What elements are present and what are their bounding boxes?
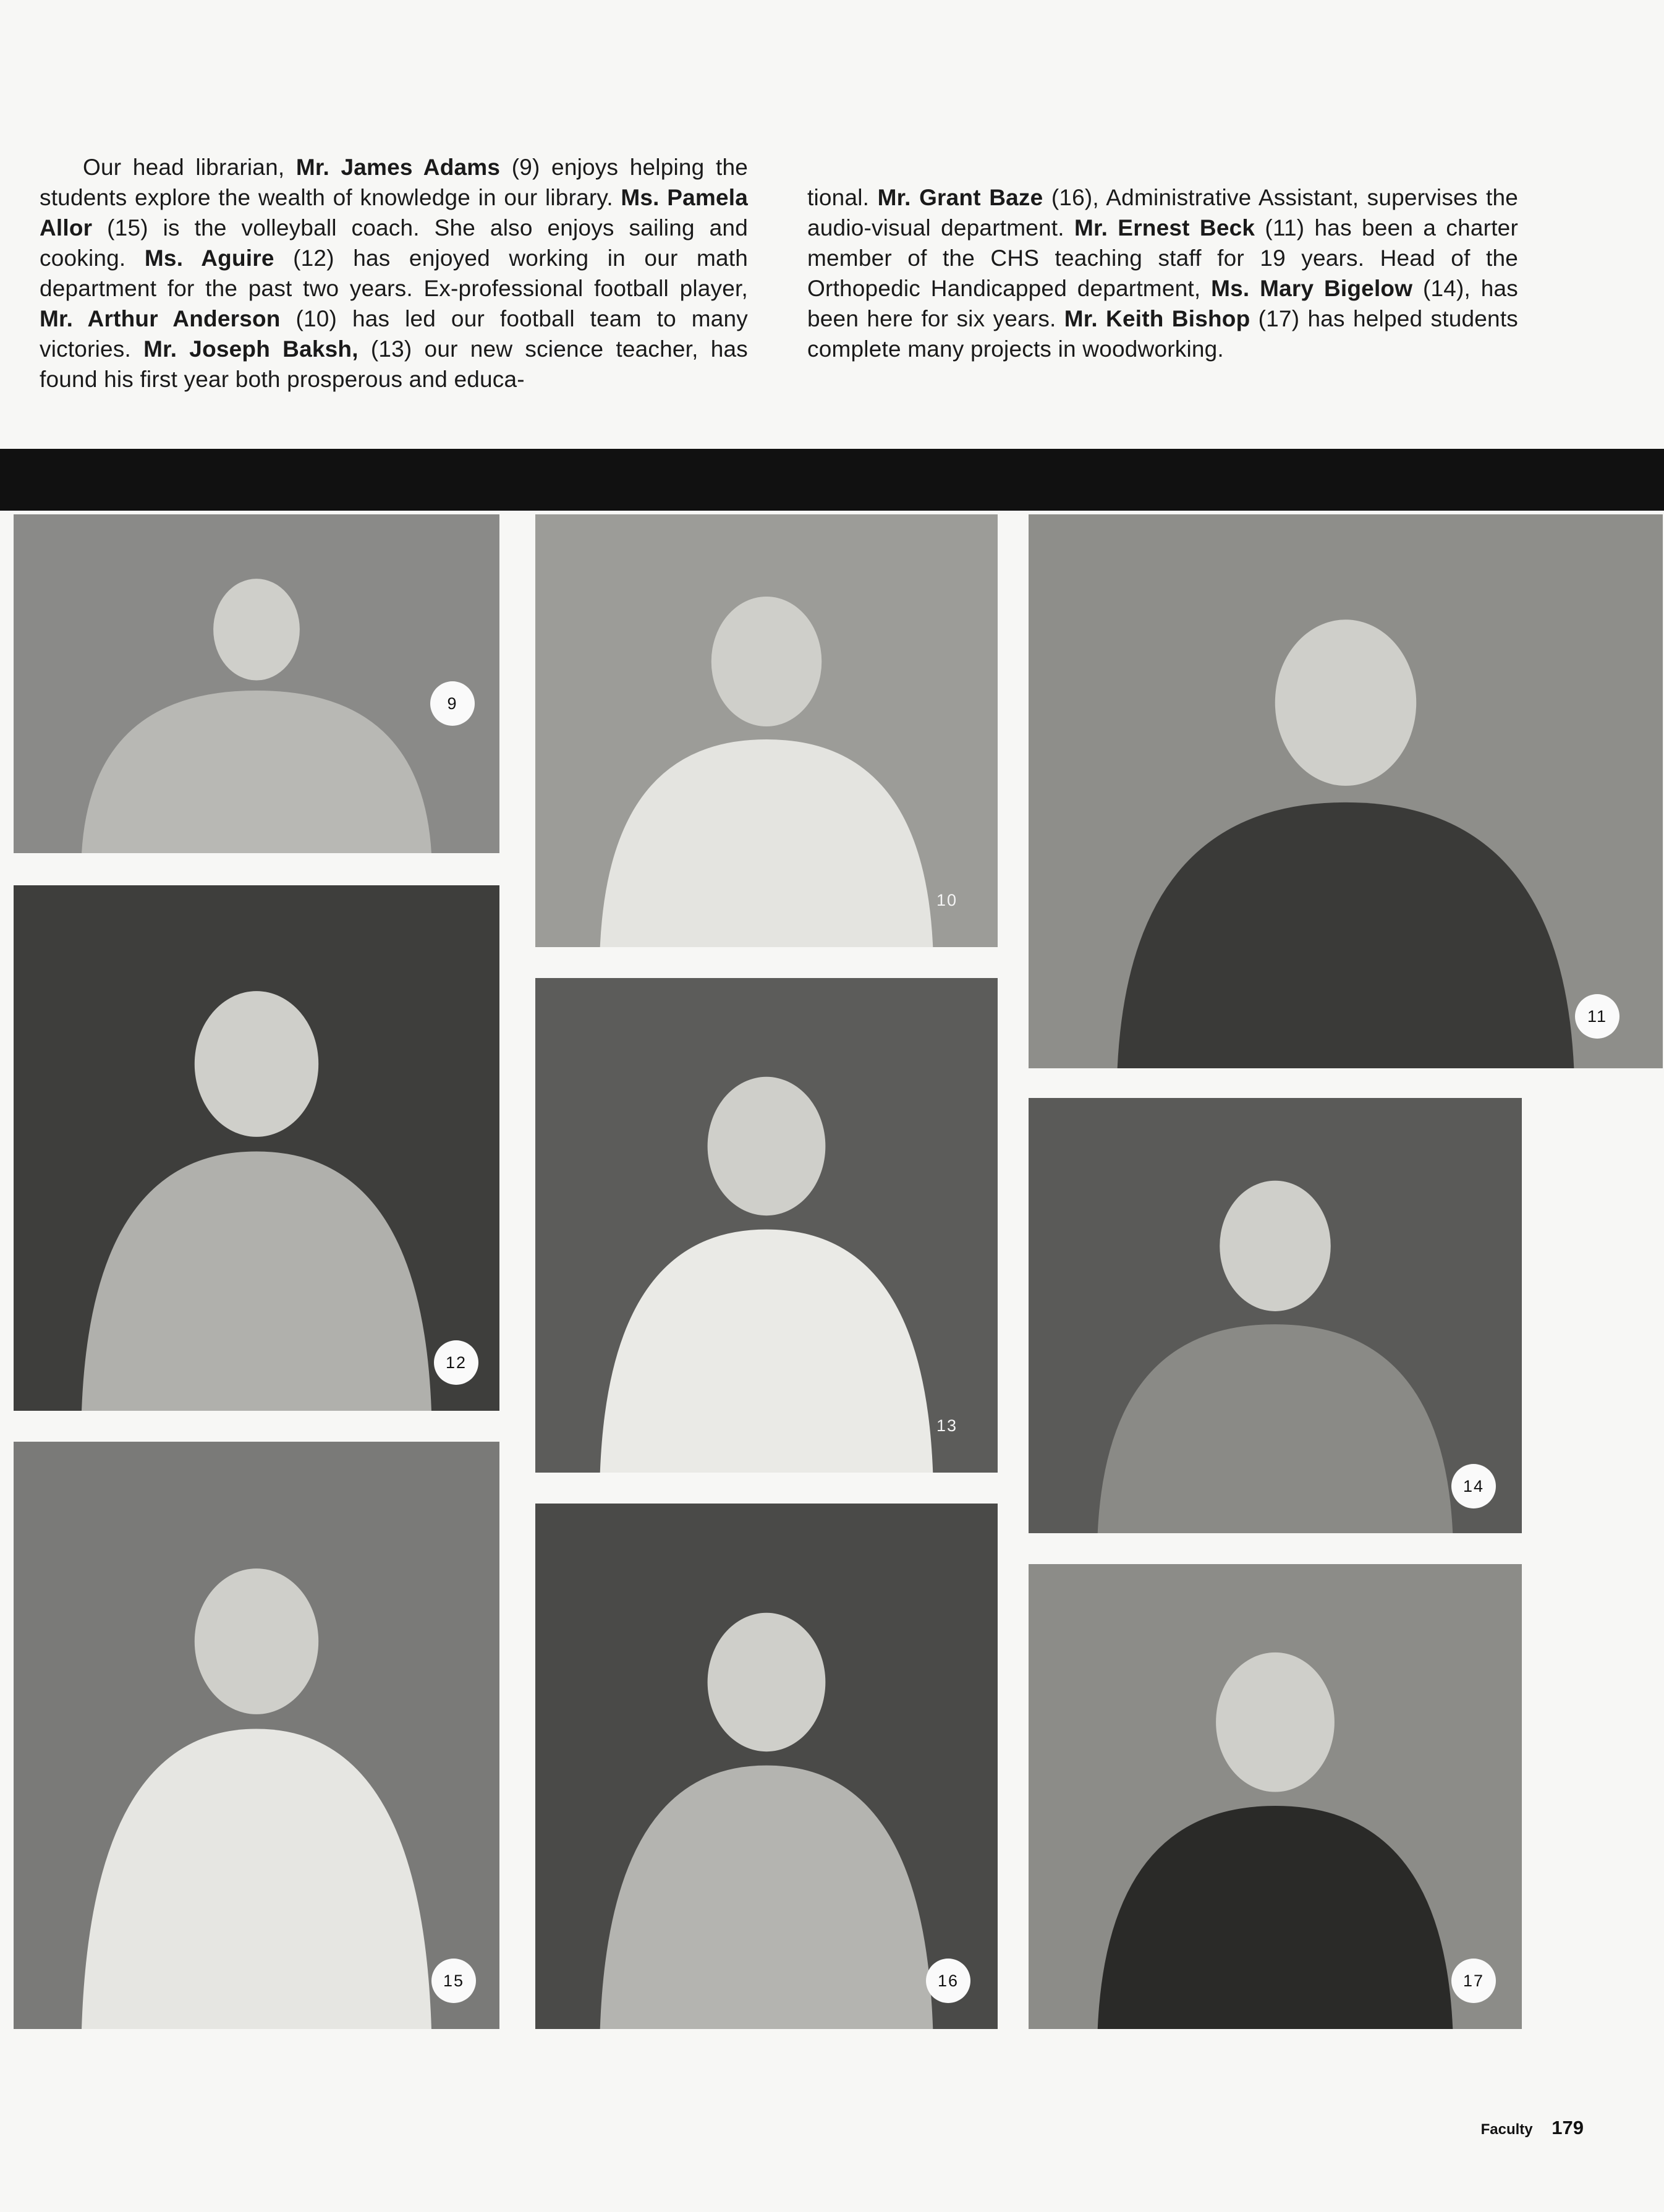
portrait-silhouette: [535, 514, 998, 947]
portrait-head: [1216, 1653, 1335, 1792]
caption-text: (15) is the volleyball coach. She also enjoys sailing and cooking.: [40, 215, 748, 271]
portrait-head: [708, 1613, 826, 1751]
caption-text: (13) our new science teacher, has found his first year both prosperous and educa-: [40, 336, 748, 392]
page-footer: [1481, 2117, 1584, 2139]
portrait-silhouette: [535, 978, 998, 1473]
portrait-head: [195, 991, 318, 1137]
portrait-body: [1098, 1324, 1453, 1533]
staff-name: Mr. Keith Bishop: [1064, 306, 1250, 331]
photo-number-badge: 10: [936, 891, 958, 909]
photo-number-badge: 12: [434, 1340, 478, 1385]
staff-name: Ms. Aguire: [144, 245, 274, 271]
photo-13: [535, 978, 998, 1473]
portrait-head: [1275, 619, 1416, 786]
caption-column-left: [40, 152, 748, 394]
caption-text: Our head librarian,: [83, 155, 296, 180]
portrait-head: [711, 597, 822, 726]
caption-text: (11) has been a charter member of the CHS teaching staff for 19 years. Head of the Orthopedic Handicapped department,: [807, 215, 1518, 301]
staff-name: Mr. Joseph Baksh,: [143, 336, 359, 362]
photo-15: [14, 1442, 499, 2029]
photo-number-badge: 11: [1575, 994, 1619, 1039]
portrait-body: [1098, 1806, 1453, 2029]
portrait-silhouette: [1029, 1564, 1522, 2029]
portrait-head: [708, 1077, 826, 1215]
page-number: 179: [1552, 2117, 1584, 2138]
photo-number-badge: 16: [926, 1959, 970, 2003]
portrait-head: [1220, 1181, 1331, 1311]
photo-number-badge: 17: [1451, 1959, 1496, 2003]
photo-number-badge: 13: [936, 1416, 958, 1435]
caption-text: (14), has been here for six years.: [807, 276, 1518, 331]
photo-number-badge: 15: [431, 1959, 476, 2003]
photo-number-badge: 9: [430, 681, 475, 726]
portrait-head: [213, 579, 300, 680]
portrait-silhouette: [1029, 1098, 1522, 1533]
caption-text: (16), Administrative Assistant, supervises the audio-visual department.: [807, 185, 1518, 240]
photo-number-badge: 14: [1451, 1464, 1496, 1508]
staff-name: Mr. Grant Baze: [877, 185, 1043, 210]
portrait-body: [1118, 802, 1574, 1068]
portrait-body: [82, 691, 431, 853]
portrait-silhouette: [14, 1442, 499, 2029]
portrait-body: [600, 1766, 933, 2029]
staff-name: Mr. Arthur Anderson: [40, 306, 281, 331]
portrait-silhouette: [535, 1504, 998, 2029]
portrait-silhouette: [14, 885, 499, 1411]
portrait-head: [195, 1568, 318, 1714]
caption-text: tional.: [807, 185, 878, 210]
photo-17: [1029, 1564, 1522, 2029]
photo-10: [535, 514, 998, 947]
portrait-silhouette: [1029, 514, 1663, 1068]
caption-column-right: [807, 182, 1518, 364]
photo-9: [14, 514, 499, 853]
staff-name: Ms. Mary Bigelow: [1211, 276, 1413, 301]
section-label: Faculty: [1480, 2121, 1533, 2138]
photo-12: [14, 885, 499, 1411]
staff-name: Mr. Ernest Beck: [1074, 215, 1255, 240]
caption-text: (12) has enjoyed working in our math department for the past two years. Ex-professional football player,: [40, 245, 749, 301]
caption-text: (9) enjoys helping the students explore the wealth of knowledge in our library.: [40, 155, 749, 210]
portrait-silhouette: [14, 514, 499, 853]
staff-name: Mr. James Adams: [295, 155, 501, 180]
portrait-body: [600, 739, 933, 947]
staff-name: Ms. Pamela Allor: [40, 185, 748, 240]
caption-text: (10) has led our football team to many victories.: [40, 306, 749, 362]
portrait-body: [82, 1729, 431, 2029]
portrait-body: [82, 1151, 431, 1411]
caption-text: (17) has helped students complete many projects in woodworking.: [807, 306, 1518, 362]
photo-16: [535, 1504, 998, 2029]
portrait-body: [600, 1230, 933, 1473]
photo-11: [1029, 514, 1663, 1068]
header-band: [0, 449, 1664, 511]
photo-14: [1029, 1098, 1522, 1533]
